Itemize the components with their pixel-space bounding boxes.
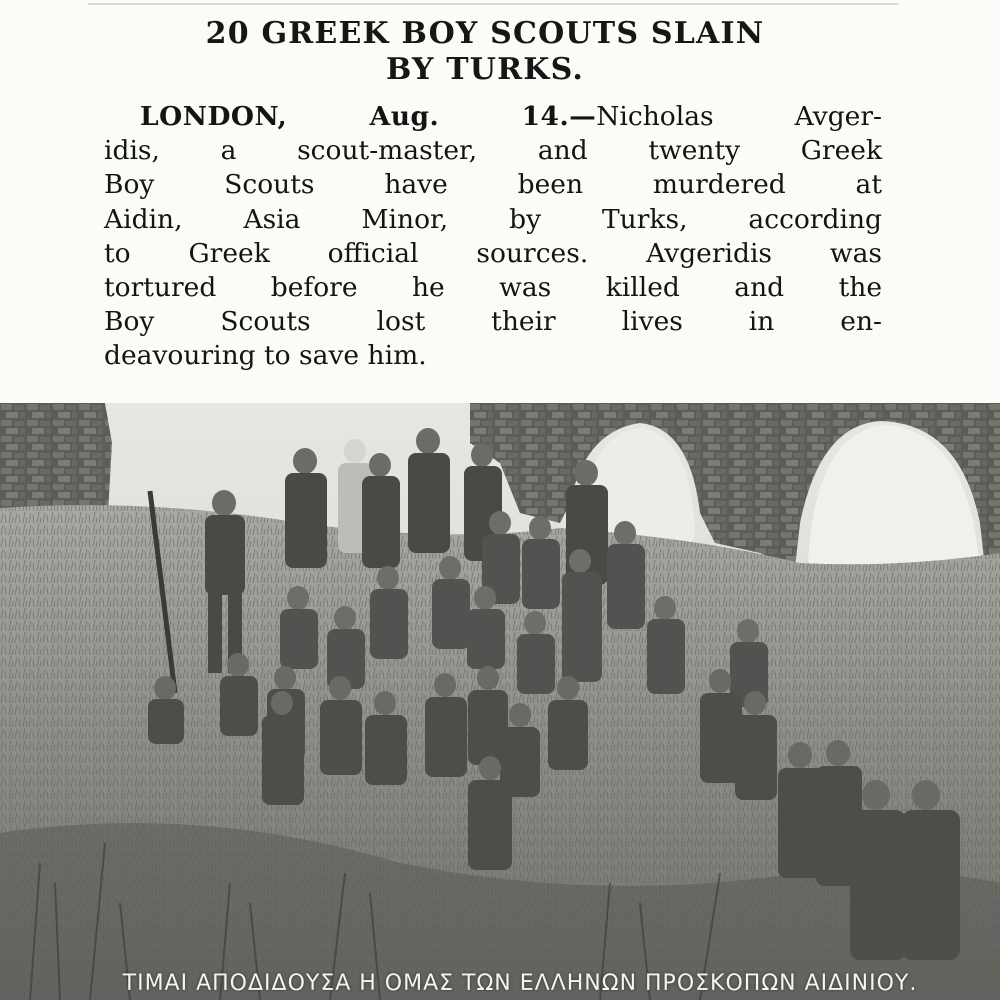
headline-line-2: BY TURKS. bbox=[385, 52, 585, 87]
article-line: tortured before he was killed and the bbox=[104, 271, 882, 303]
article-line: idis, a scout-master, and twenty Greek bbox=[104, 135, 882, 167]
article-line: LONDON, Aug. 14.—Nicholas Avger- bbox=[140, 101, 882, 132]
left-ruin-wall bbox=[0, 403, 112, 515]
article-body bbox=[104, 100, 882, 374]
top-rule bbox=[88, 3, 898, 5]
article-line: Boy Scouts lost their lives in en- bbox=[104, 306, 882, 338]
article-line: Aidin, Asia Minor, by Turks, according bbox=[104, 203, 882, 235]
headline bbox=[80, 16, 890, 88]
article-line: to Greek official sources. Avgeridis was bbox=[104, 237, 882, 269]
article-line: deavouring to save him. bbox=[104, 340, 427, 372]
dateline: LONDON, Aug. 14.— bbox=[140, 101, 597, 132]
article-line: Boy Scouts have been murdered at bbox=[104, 169, 882, 201]
photo-illustration bbox=[0, 403, 1000, 1000]
photo-caption: ΤΙΜΑΙ ΑΠΟΔΙΔΟΥΣΑ Η ΟΜΑΣ ΤΩΝ ΕΛΛΗΝΩΝ ΠΡΟΣΚΟΠΩΝ ΑΙΔΙΝΙΟΥ. bbox=[122, 971, 918, 996]
headline-line-1: 20 GREEK BOY SCOUTS SLAIN bbox=[205, 16, 765, 51]
newspaper-clipping bbox=[0, 0, 1000, 403]
group-photograph bbox=[0, 403, 1000, 1000]
